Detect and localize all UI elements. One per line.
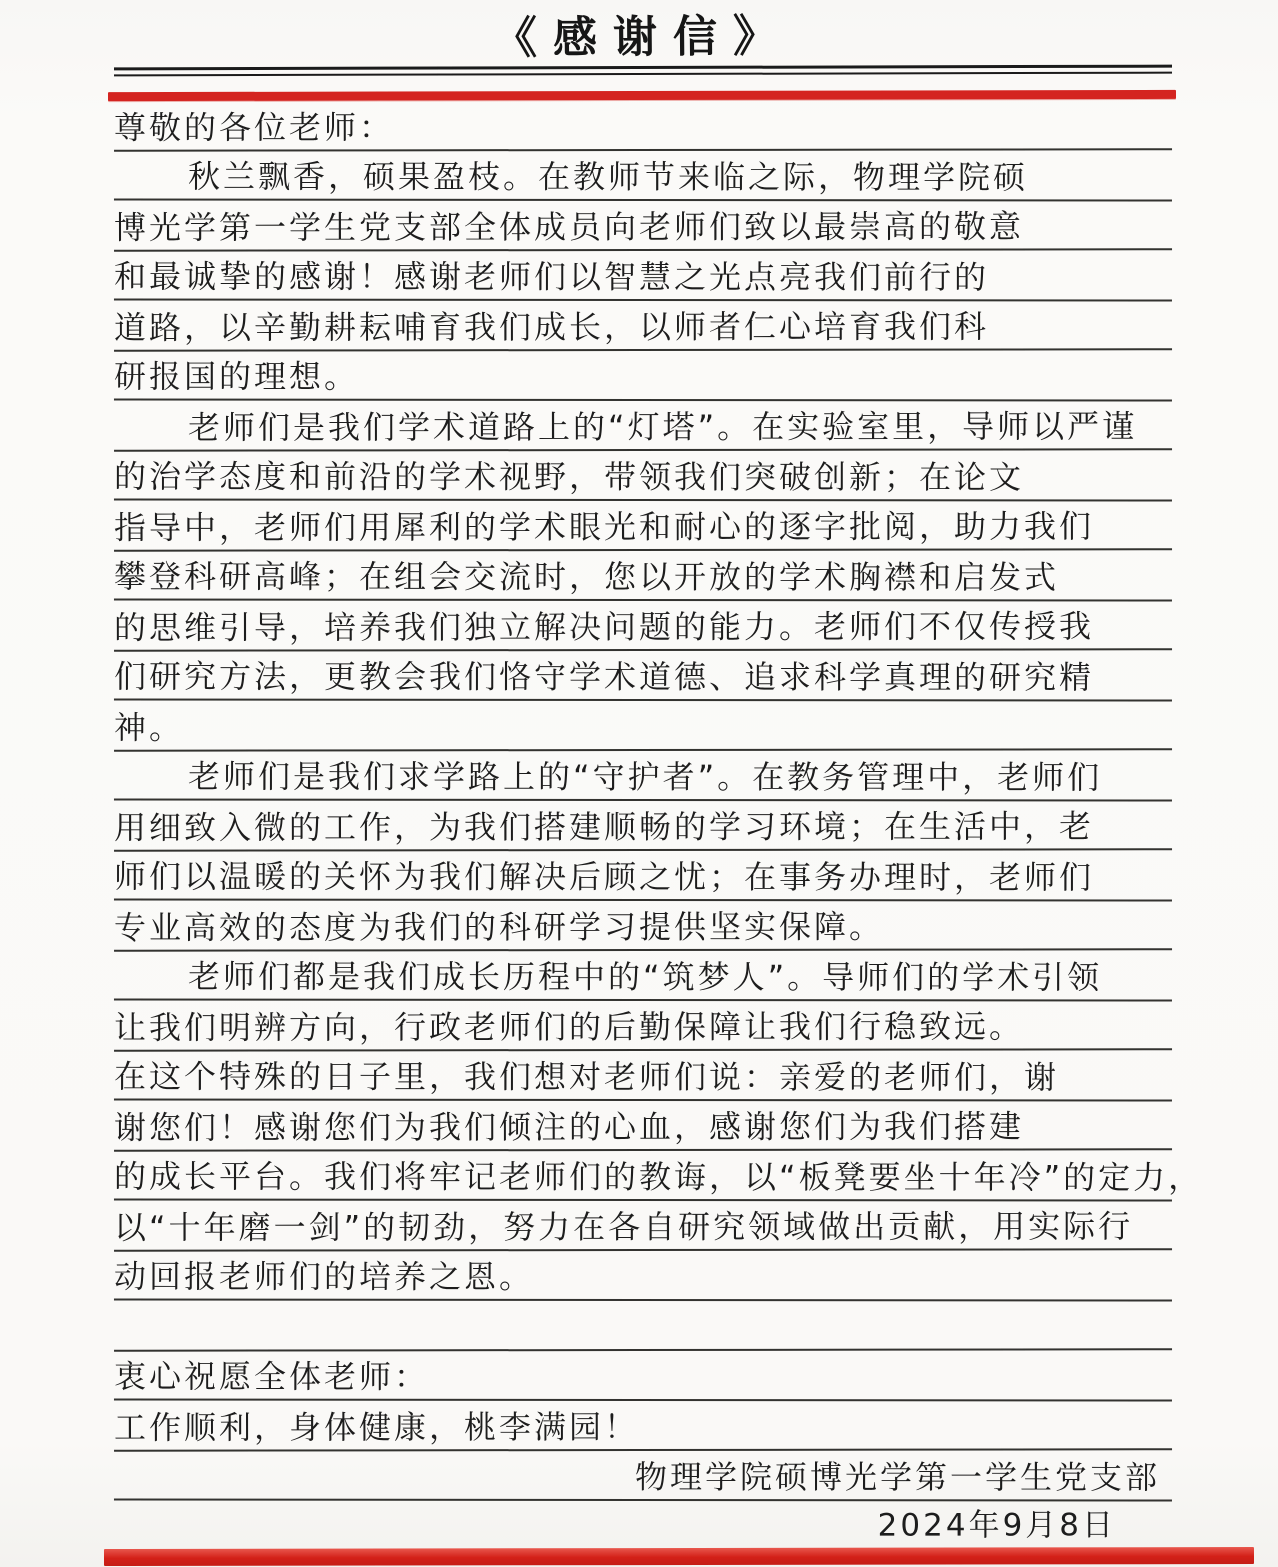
- letter-line: 神。: [114, 700, 1172, 751]
- letter-line: 以“十年磨一剑”的韧劲，努力在各自研究领域做出贡献，用实际行: [114, 1200, 1172, 1251]
- closing-wish-line: 衷心祝愿全体老师：: [114, 1350, 1172, 1401]
- letter-line: 动回报老师们的培养之恩。: [114, 1250, 1172, 1301]
- title-double-underline: [114, 65, 1172, 77]
- letter-line: 老师们是我们求学路上的“守护者”。在教务管理中，老师们: [114, 750, 1172, 801]
- signature-line: 物理学院硕博光学第一学生党支部: [114, 1450, 1172, 1501]
- letter-line: 研报国的理想。: [114, 350, 1172, 401]
- letter-title: 《感谢信》: [492, 10, 794, 65]
- letter-line: 的成长平台。我们将牢记老师们的教诲，以“板凳要坐十年冷”的定力，: [114, 1150, 1172, 1201]
- letter-header: [114, 0, 1172, 90]
- bottom-red-rule: [104, 1547, 1254, 1566]
- letter-line: 的治学态度和前沿的学术视野，带领我们突破创新；在论文: [114, 450, 1172, 501]
- letter-line: 的思维引导，培养我们独立解决问题的能力。老师们不仅传授我: [114, 600, 1172, 651]
- letter-line: 在这个特殊的日子里，我们想对老师们说：亲爱的老师们，谢: [114, 1050, 1172, 1101]
- letter-line: 们研究方法，更教会我们恪守学术道德、追求科学真理的研究精: [114, 650, 1172, 701]
- date-line: 2024年9月8日: [877, 1507, 1117, 1545]
- letter-line: 和最诚挚的感谢！感谢老师们以智慧之光点亮我们前行的: [114, 250, 1172, 301]
- closing-wish-line: 工作顺利，身体健康，桃李满园！: [114, 1400, 1172, 1451]
- letter-line: 师们以温暖的关怀为我们解决后顾之忧；在事务办理时，老师们: [114, 850, 1172, 901]
- empty-ruled-line: [114, 1300, 1172, 1351]
- letter-line: 指导中，老师们用犀利的学术眼光和耐心的逐字批阅，助力我们: [114, 500, 1172, 551]
- letter-line: 用细致入微的工作，为我们搭建顺畅的学习环境；在生活中，老: [114, 800, 1172, 851]
- letter-line: 老师们都是我们成长历程中的“筑梦人”。导师们的学术引领: [114, 950, 1172, 1001]
- letter-line: 让我们明辨方向，行政老师们的后勤保障让我们行稳致远。: [114, 1000, 1172, 1051]
- letter-body: [113, 101, 1204, 1547]
- letter-line: 谢您们！感谢您们为我们倾注的心血，感谢您们为我们搭建: [114, 1100, 1172, 1151]
- letter-line: 秋兰飘香，硕果盈枝。在教师节来临之际，物理学院硕: [114, 150, 1172, 201]
- letter-salutation: 尊敬的各位老师：: [114, 100, 1172, 151]
- letter-line: 老师们是我们学术道路上的“灯塔”。在实验室里，导师以严谨: [114, 400, 1172, 451]
- letter-line: 道路，以辛勤耕耘哺育我们成长，以师者仁心培育我们科: [114, 300, 1172, 351]
- top-red-rule: [108, 90, 1176, 101]
- letter-line: 攀登科研高峰；在组会交流时，您以开放的学术胸襟和启发式: [114, 550, 1172, 601]
- letter-line: 专业高效的态度为我们的科研学习提供坚实保障。: [114, 900, 1172, 951]
- letter-line: 博光学第一学生党支部全体成员向老师们致以最崇高的敬意: [114, 200, 1172, 251]
